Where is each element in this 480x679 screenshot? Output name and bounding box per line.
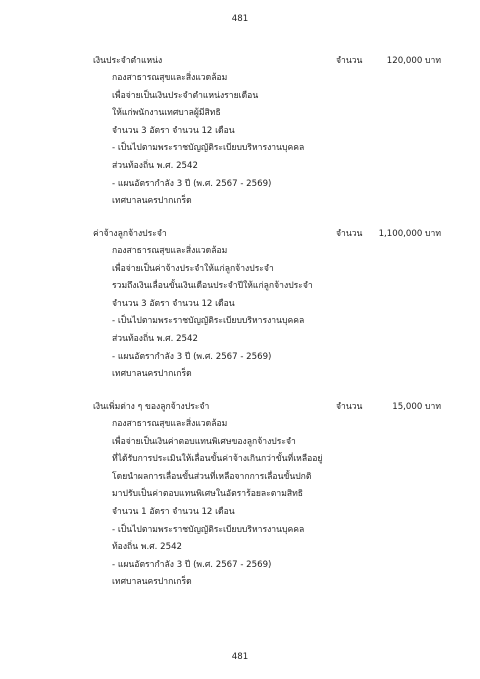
budget-item-permanent-employee-wages bbox=[0, 226, 480, 384]
budget-item-amount: 15,000 บาท bbox=[392, 402, 441, 412]
detail-line: - เป็นไปตามพระราชบัญญัติระเบียบบริหารงานบุคคล bbox=[112, 143, 305, 154]
budget-item-header bbox=[0, 226, 480, 243]
detail-line: กองสาธารณสุขและสิ่งแวดล้อม bbox=[112, 246, 228, 256]
page-number-top: 481 bbox=[231, 14, 249, 24]
detail-line: - เป็นไปตามพระราชบัญญัติระเบียบบริหารงานบุคคล bbox=[112, 316, 305, 327]
detail-line: เพื่อจ่ายเป็นเงินค่าตอบแทนพิเศษของลูกจ้างประจำ bbox=[112, 436, 296, 447]
budget-item-header bbox=[0, 399, 480, 416]
budget-item-position-allowance bbox=[0, 53, 480, 211]
budget-item-title: เงินเพิ่มต่าง ๆ ของลูกจ้างประจำ bbox=[93, 402, 210, 412]
budget-item-title: ค่าจ้างลูกจ้างประจำ bbox=[93, 229, 167, 239]
budget-item-details bbox=[0, 243, 480, 384]
detail-line: ส่วนท้องถิ่น พ.ศ. 2542 bbox=[112, 160, 198, 171]
detail-line: เทศบาลนครปากเกร็ด bbox=[112, 577, 192, 588]
budget-item-employee-allowances bbox=[0, 399, 480, 592]
budget-item-unit-label: จำนวน bbox=[336, 229, 363, 239]
budget-item-title: เงินประจำตำแหน่ง bbox=[93, 56, 163, 66]
detail-line: ให้แก่พนักงานเทศบาลผู้มีสิทธิ bbox=[112, 108, 221, 119]
budget-item-unit-label: จำนวน bbox=[336, 402, 363, 412]
budget-item-header bbox=[0, 53, 480, 70]
detail-line: เทศบาลนครปากเกร็ด bbox=[112, 369, 192, 380]
detail-line: ท้องถิ่น พ.ศ. 2542 bbox=[112, 542, 183, 553]
detail-line: กองสาธารณสุขและสิ่งแวดล้อม bbox=[112, 73, 228, 83]
detail-line: เพื่อจ่ายเป็นค่าจ้างประจำให้แก่ลูกจ้างประจำ bbox=[112, 263, 274, 274]
detail-line: - แผนอัตรากำลัง 3 ปี (พ.ศ. 2567 - 2569) bbox=[112, 559, 272, 570]
budget-item-unit-label: จำนวน bbox=[336, 56, 363, 66]
detail-line: - แผนอัตรากำลัง 3 ปี (พ.ศ. 2567 - 2569) bbox=[112, 178, 272, 189]
detail-line: เพื่อจ่ายเป็นเงินประจำตำแหน่งรายเดือน bbox=[112, 90, 259, 101]
budget-item-amount: 120,000 บาท bbox=[386, 56, 441, 66]
detail-line: - เป็นไปตามพระราชบัญญัติระเบียบบริหารงานบุคคล bbox=[112, 524, 305, 535]
page-number-bottom: 481 bbox=[231, 652, 249, 662]
detail-line: เทศบาลนครปากเกร็ด bbox=[112, 196, 192, 207]
detail-line: จำนวน 3 อัตรา จำนวน 12 เดือน bbox=[112, 298, 235, 309]
detail-line: โดยนำผลการเลื่อนขั้นส่วนที่เหลือจากการเลื่อนขั้นปกติ bbox=[112, 471, 312, 482]
detail-line: จำนวน 3 อัตรา จำนวน 12 เดือน bbox=[112, 125, 235, 136]
detail-line: - แผนอัตรากำลัง 3 ปี (พ.ศ. 2567 - 2569) bbox=[112, 351, 272, 362]
detail-line: จำนวน 1 อัตรา จำนวน 12 เดือน bbox=[112, 506, 235, 517]
budget-item-details bbox=[0, 70, 480, 211]
detail-line: ที่ได้รับการประเมินให้เลื่อนขั้นค่าจ้างเกินกว่าขั้นที่เหลืออยู่ bbox=[112, 454, 323, 465]
budget-item-amount: 1,100,000 บาท bbox=[378, 229, 441, 239]
budget-item-details bbox=[0, 416, 480, 592]
detail-line: รวมถึงเงินเลื่อนขั้นเงินเดือนประจำปีให้แก่ลูกจ้างประจำ bbox=[112, 281, 313, 292]
detail-line: ส่วนท้องถิ่น พ.ศ. 2542 bbox=[112, 333, 198, 344]
detail-line: มาปรับเป็นค่าตอบแทนพิเศษในอัตราร้อยละตามสิทธิ bbox=[112, 489, 304, 500]
detail-line: กองสาธารณสุขและสิ่งแวดล้อม bbox=[112, 419, 228, 429]
